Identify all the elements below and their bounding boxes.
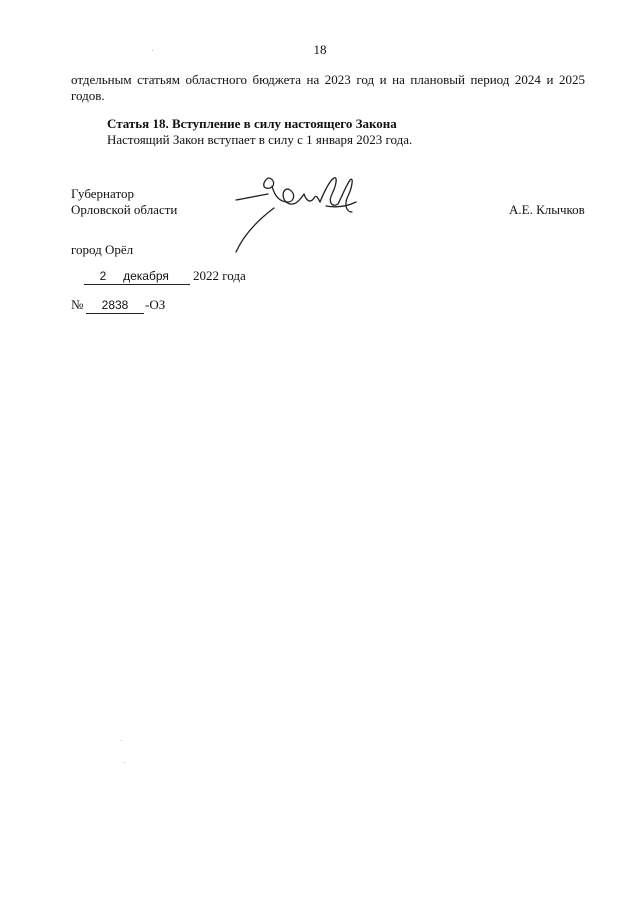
scan-speck xyxy=(152,50,153,51)
law-number-suffix: -ОЗ xyxy=(145,297,166,312)
article-title: Статья 18. Вступление в силу настоящего Закона xyxy=(107,116,397,131)
governor-name: А.Е. Клычков xyxy=(509,202,585,217)
governor-region: Орловской области xyxy=(71,202,178,217)
paragraph-line-1: отдельным статьям областного бюджета на 2023 год и на плановый период 2024 и 2025 xyxy=(71,72,585,87)
scan-speck xyxy=(124,762,125,763)
paragraph-line-2: годов. xyxy=(71,88,105,103)
date-year: 2022 года xyxy=(193,268,246,283)
date-month-underline xyxy=(114,284,190,285)
number-sign: № xyxy=(71,297,84,312)
article-text: Настоящий Закон вступает в силу с 1 января 2023 года. xyxy=(107,132,413,147)
law-number: 2838 xyxy=(101,298,129,312)
governor-title: Губернатор xyxy=(71,186,134,201)
signature-image xyxy=(228,172,358,262)
law-number-underline xyxy=(86,313,144,314)
date-month: декабря xyxy=(123,269,169,283)
city-label: город Орёл xyxy=(71,242,134,257)
date-day: 2 xyxy=(99,269,107,283)
scan-speck xyxy=(121,740,122,741)
page-number: 18 xyxy=(313,42,327,57)
